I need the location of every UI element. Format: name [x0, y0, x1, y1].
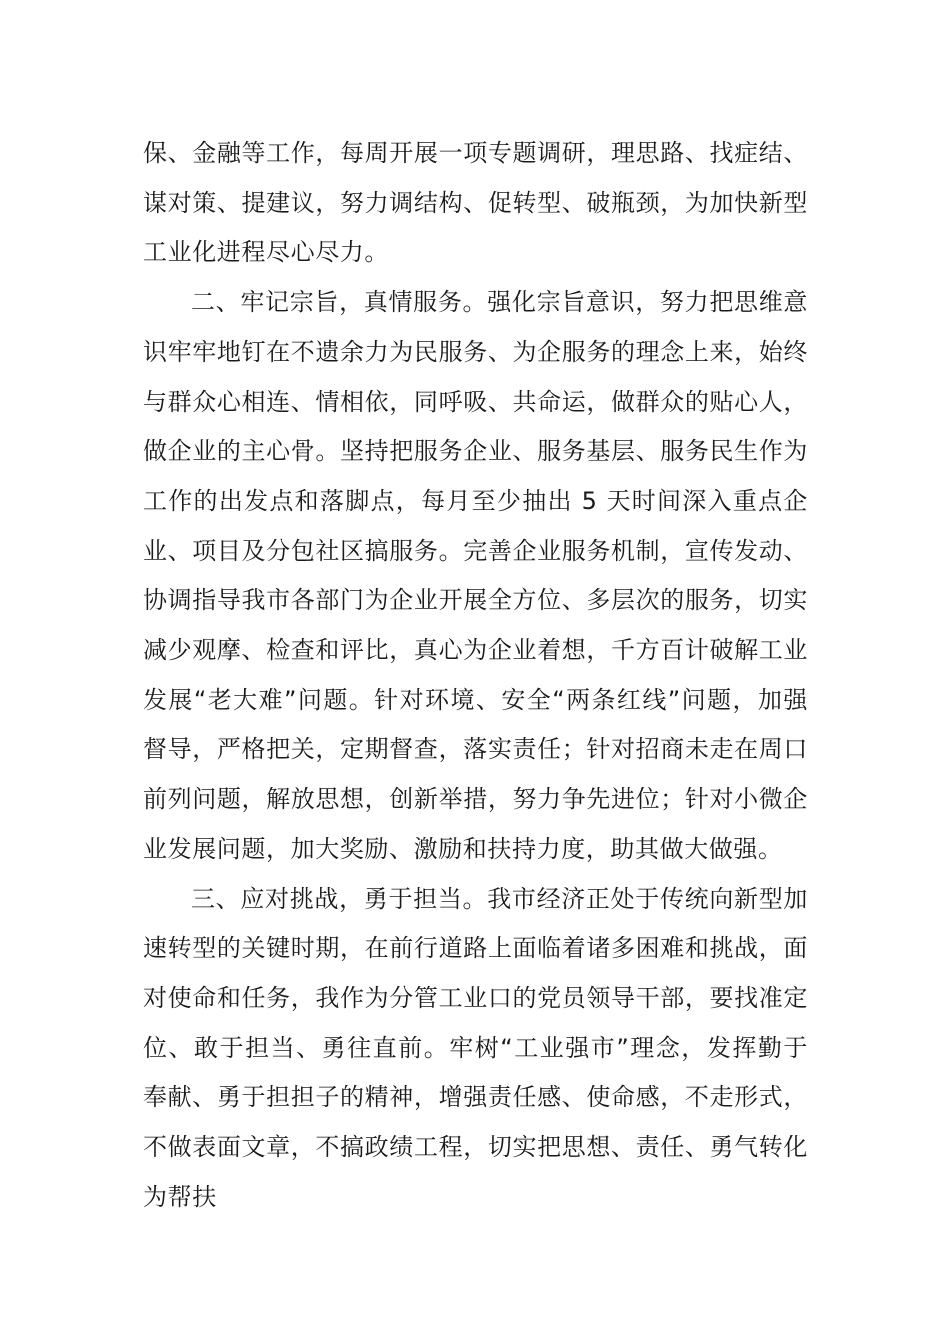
paragraph-section-two-service: 二、牢记宗旨，真情服务。强化宗旨意识，努力把思维意识牢牢地钉在不遗余力为民服务、为企服务的理念上来，始终与群众心相连、情相依，同呼吸、共命运，做群众的贴心人，做企业的主心骨。坚持把服务企业、服务基层、服务民生作为工作的出发点和落脚点，每月至少抽出 5 天时间深入重点企业、项目及分包社区搞服务。完善企业服务机制，宣传发动、协调指导我市各部门为企业开展全方位、多层次的服务，切实减少观摩、检查和评比，真心为企业着想，千方百计破解工业发展“老大难”问题。针对环境、安全“两条红线”问题，加强督导，严格把关，定期督查，落实责任；针对招商未走在周口前列问题，解放思想，创新举措，努力争先进位；针对小微企业发展问题，加大奖励、激励和扶持力度，助其做大做强。: [143, 288, 808, 863]
document-body: [143, 129, 808, 1222]
paragraph-work-research: 保、金融等工作，每周开展一项专题调研，理思路、找症结、谋对策、提建议，努力调结构、促转型、破瓶颈，为加快新型工业化进程尽心尽力。: [143, 139, 808, 267]
paragraph-section-three-challenge: 三、应对挑战，勇于担当。我市经济正处于传统向新型加速转型的关键时期，在前行道路上面临着诸多困难和挑战，面对使命和任务，我作为分管工业口的党员领导干部，要找准定位、敢于担当、勇往直前。牢树“工业强市”理念，发挥勤于奉献、勇于担担子的精神，增强责任感、使命感，不走形式，不做表面文章，不搞政绩工程，切实把思想、责任、勇气转化为帮扶: [143, 884, 808, 1211]
